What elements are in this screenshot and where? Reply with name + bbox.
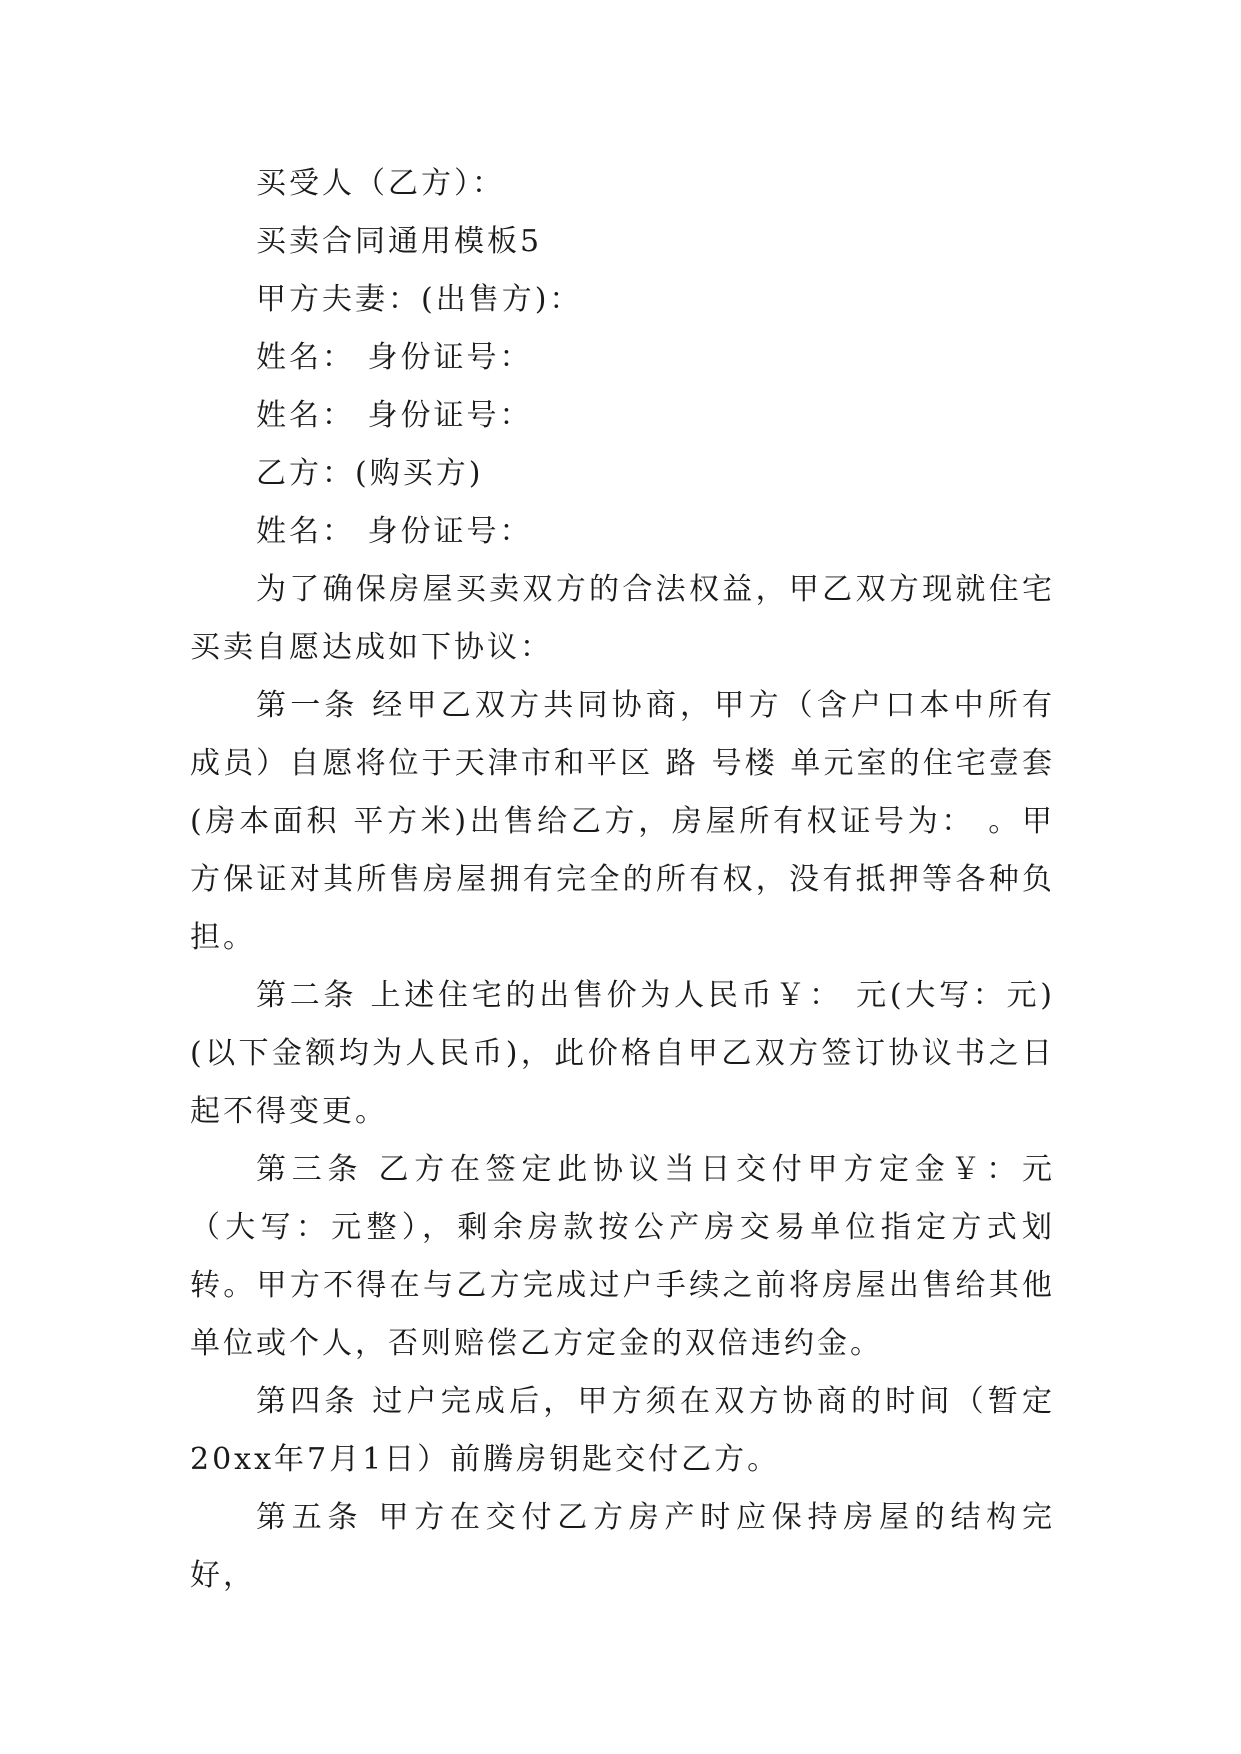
party-a-name-id-2: 姓名： 身份证号：	[256, 398, 533, 433]
article-4-paragraph: 第四条 过户完成后，甲方须在双方协商的时间（暂定20xx年7月1日）前腾房钥匙交付乙方。	[190, 1384, 1055, 1477]
article-2-paragraph: 第二条 上述住宅的出售价为人民币￥： 元(大写：元)(以下金额均为人民币)，此价格自甲乙双方签订协议书之日起不得变更。	[190, 978, 1055, 1129]
party-b-name-id: 姓名： 身份证号：	[256, 514, 533, 549]
party-b-heading: 乙方：(购买方)	[256, 456, 484, 491]
document-body	[190, 155, 1055, 1605]
buyer-heading: 买受人（乙方）：	[256, 166, 505, 201]
party-a-name-id-1: 姓名： 身份证号：	[256, 340, 533, 375]
preamble-paragraph: 为了确保房屋买卖双方的合法权益，甲乙双方现就住宅买卖自愿达成如下协议：	[190, 572, 1055, 665]
template-title: 买卖合同通用模板5	[256, 224, 543, 259]
article-1-paragraph: 第一条 经甲乙双方共同协商，甲方（含户口本中所有成员）自愿将位于天津市和平区 路 号楼 单元室的住宅壹套(房本面积 平方米)出售给乙方，房屋所有权证号为： 。甲方保证对其所售房屋拥有完全的所有权，没有抵押等各种负担。	[190, 688, 1055, 955]
article-3-paragraph: 第三条 乙方在签定此协议当日交付甲方定金￥：元（大写：元整），剩余房款按公产房交易单位指定方式划转。甲方不得在与乙方完成过户手续之前将房屋出售给其他单位或个人，否则赔偿乙方定金的双倍违约金。	[190, 1152, 1055, 1361]
article-5-paragraph: 第五条 甲方在交付乙方房产时应保持房屋的结构完好，	[190, 1500, 1055, 1593]
party-a-heading: 甲方夫妻：(出售方)：	[256, 282, 583, 317]
